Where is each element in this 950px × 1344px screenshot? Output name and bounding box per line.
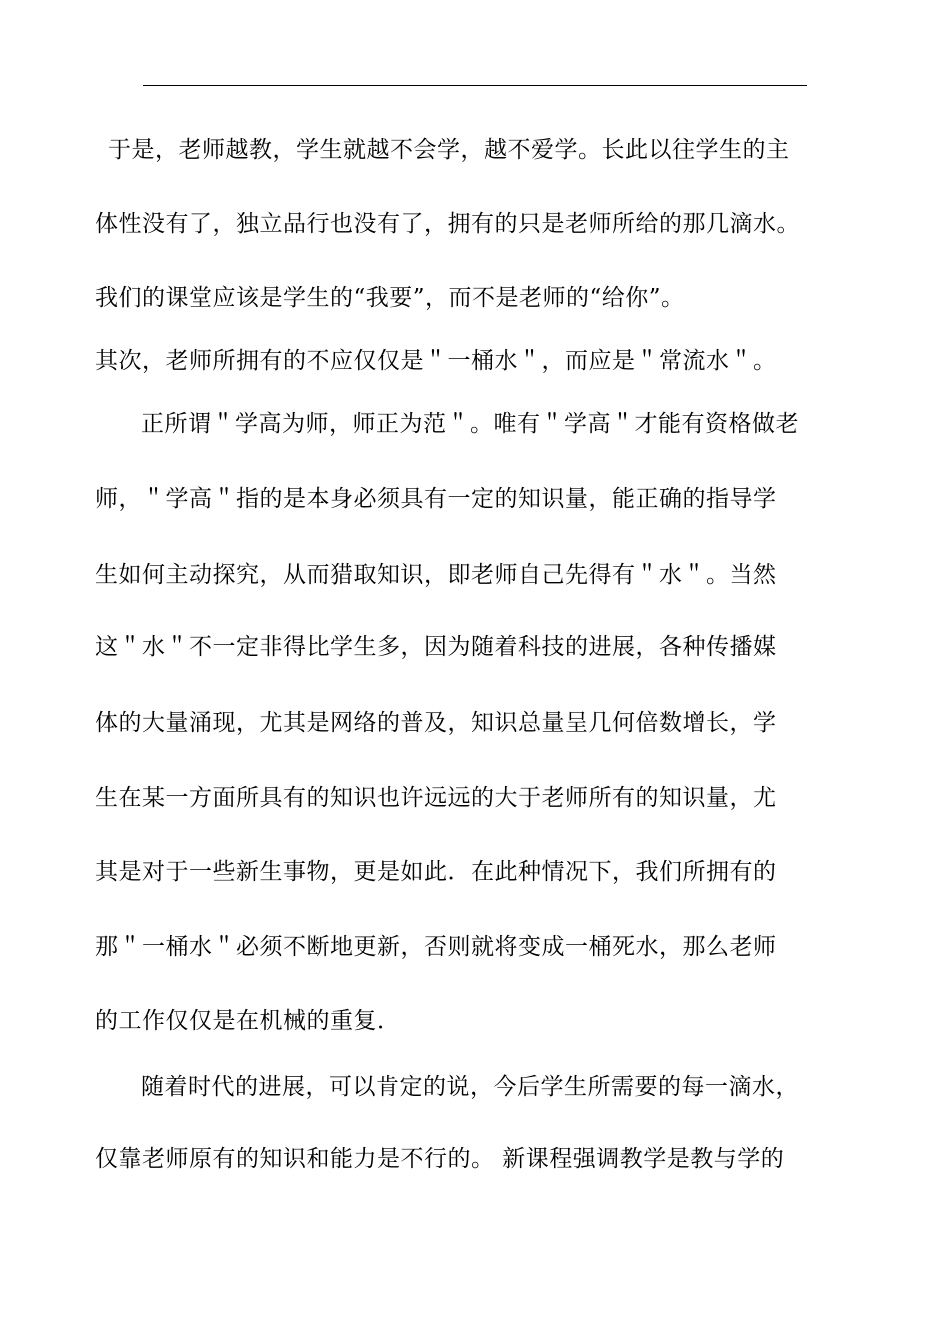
text-line-4: 其次，老师所拥有的不应仅仅是＂一桶水＂，而应是＂常流水＂。 bbox=[95, 348, 777, 374]
text-line-14: 随着时代的进展，可以肯定的说，今后学生所需要的每一滴水， bbox=[141, 1074, 799, 1100]
text-line-5: 正所谓＂学高为师，师正为范＂。唯有＂学高＂才能有资格做老 bbox=[141, 411, 799, 437]
text-line-15: 仅靠老师原有的知识和能力是不行的。 新课程强调教学是教与学的 bbox=[95, 1146, 785, 1172]
text-line-3: 我们的课堂应该是学生的“我要”，而不是老师的“给你”。 bbox=[95, 285, 685, 311]
text-line-2: 体性没有了，独立品行也没有了，拥有的只是老师所给的那几滴水。 bbox=[95, 211, 800, 237]
text-line-8: 这＂水＂不一定非得比学生多，因为随着科技的进展，各种传播媒 bbox=[95, 634, 777, 660]
text-line-6: 师，＂学高＂指的是本身必须具有一定的知识量，能正确的指导学 bbox=[95, 486, 777, 512]
text-line-9: 体的大量涌现，尤其是网络的普及，知识总量呈几何倍数增长，学 bbox=[95, 710, 777, 736]
text-line-13: 的工作仅仅是在机械的重复． bbox=[95, 1008, 401, 1034]
header-rule bbox=[143, 85, 807, 86]
text-line-10: 生在某一方面所具有的知识也许远远的大于老师所有的知识量，尤 bbox=[95, 785, 777, 811]
text-line-7: 生如何主动探究，从而猎取知识，即老师自己先得有＂水＂。当然 bbox=[95, 562, 777, 588]
text-line-12: 那＂一桶水＂必须不断地更新，否则就将变成一桶死水，那么老师 bbox=[95, 934, 777, 960]
text-line-11: 其是对于一些新生事物，更是如此．在此种情况下，我们所拥有的 bbox=[95, 859, 777, 885]
text-line-1: 于是，老师越教，学生就越不会学，越不爱学。长此以往学生的主 bbox=[108, 137, 790, 163]
